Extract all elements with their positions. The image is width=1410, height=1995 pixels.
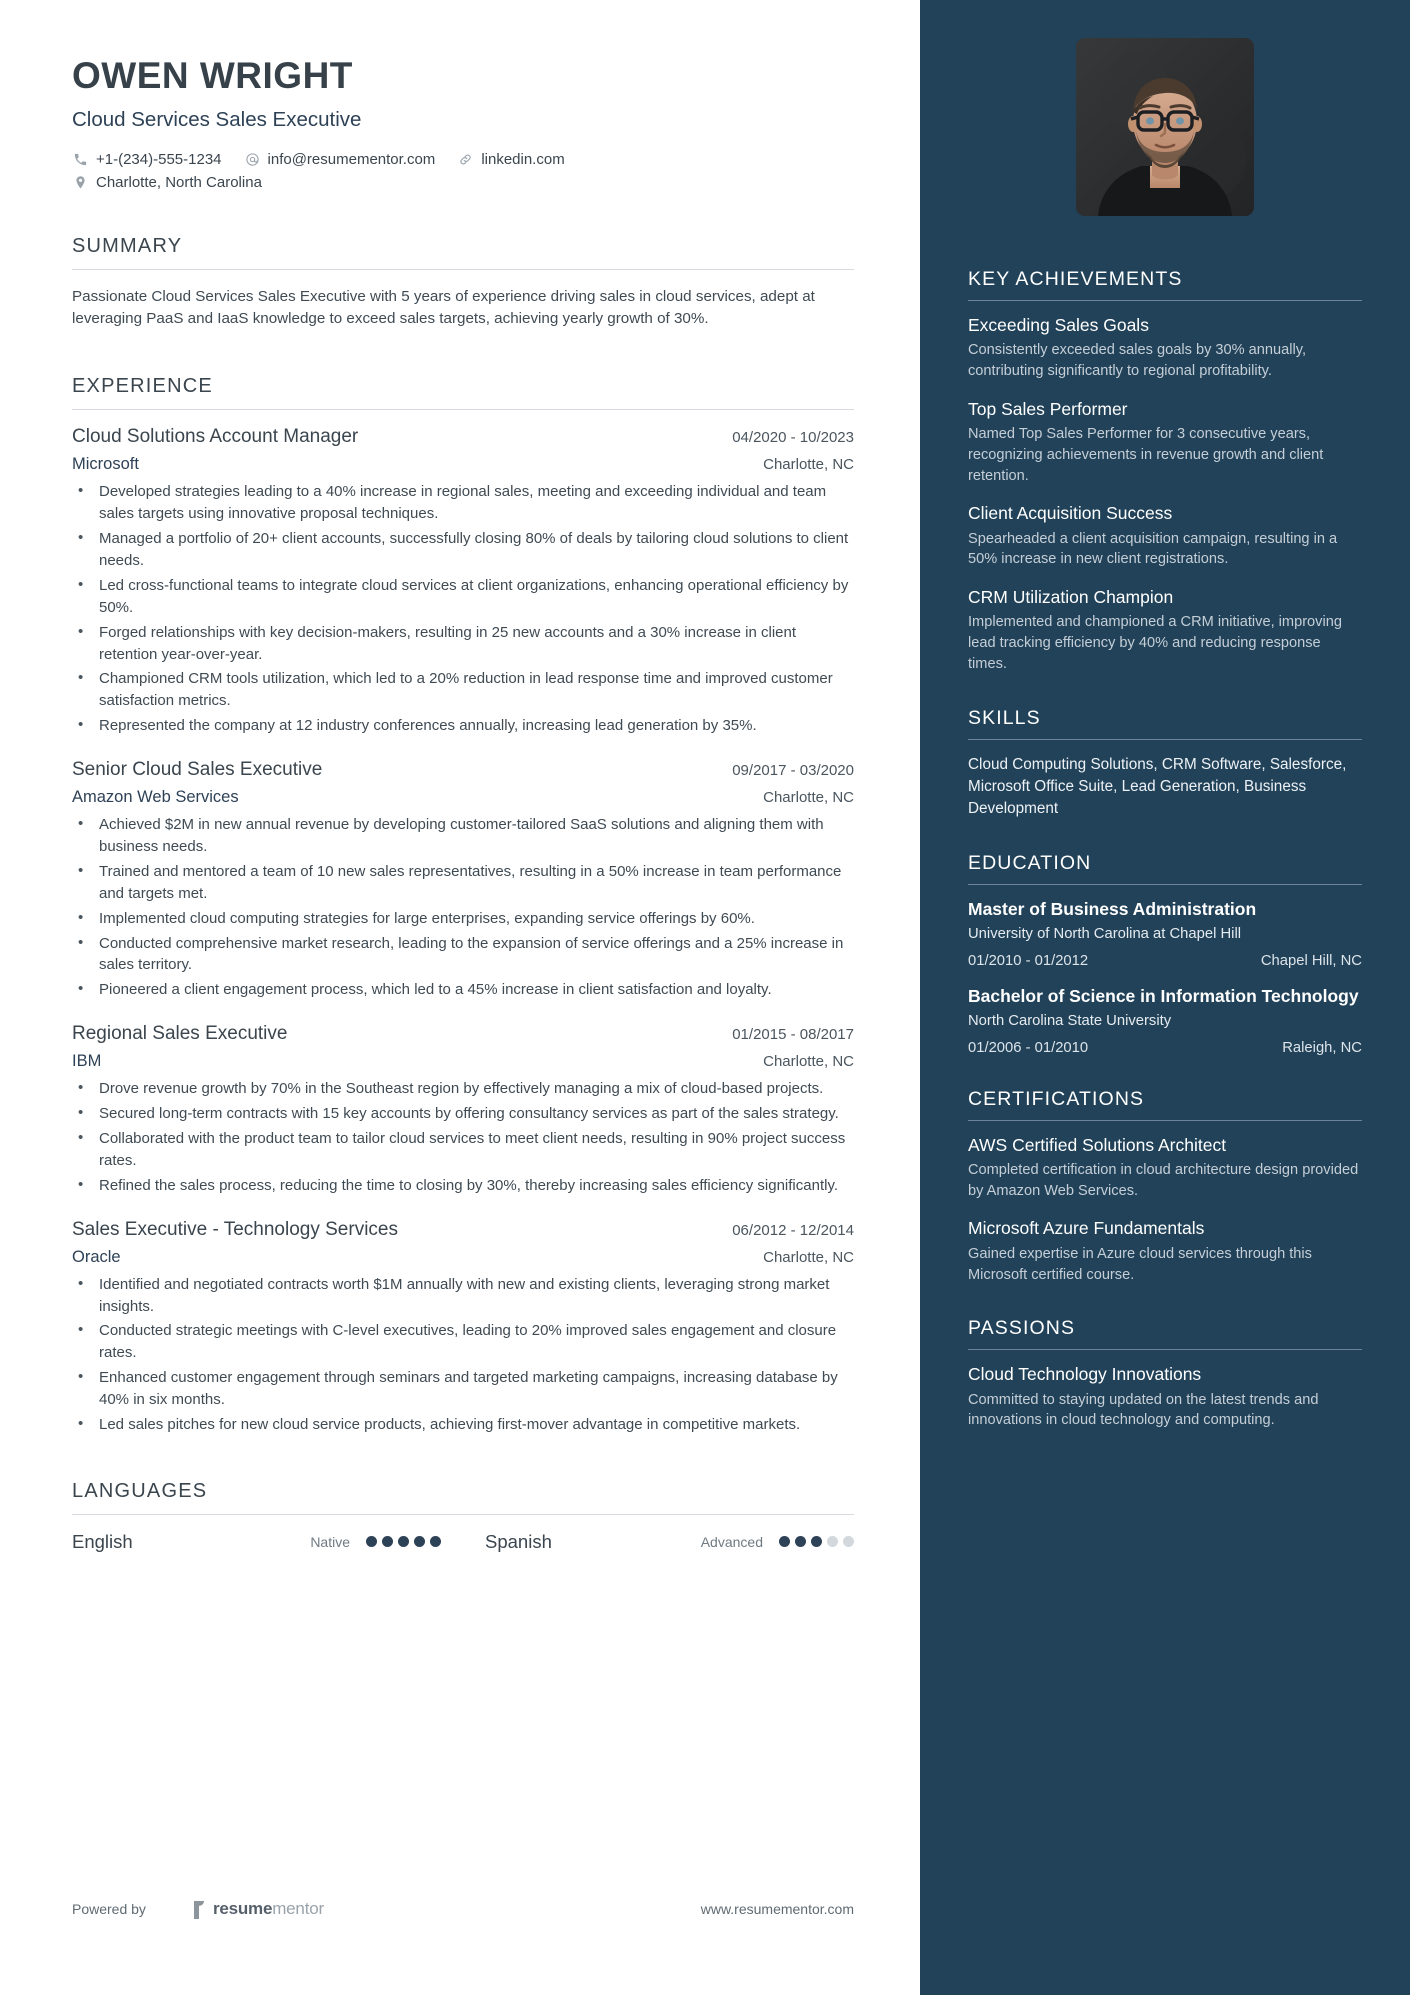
- photo-wrap: [968, 38, 1362, 216]
- sidebar-item-title: Exceeding Sales Goals: [968, 315, 1149, 335]
- job-dates: 01/2015 - 08/2017: [732, 1026, 854, 1044]
- contact-location: [72, 174, 262, 191]
- candidate-headline: Cloud Services Sales Executive: [72, 107, 362, 131]
- sidebar-item-text: Gained expertise in Azure cloud services through this Microsoft certified course.: [968, 1245, 1312, 1283]
- experience-bullet: • Achieved $2M in new annual revenue by developing customer-tailored SaaS solutions and aligning them with business needs.: [72, 814, 854, 858]
- experience-list: [72, 426, 854, 1436]
- passions-title: PASSIONS: [968, 1317, 1362, 1350]
- linkedin-text: linkedin.com: [481, 150, 565, 168]
- passions-list: [968, 1364, 1362, 1431]
- achievement-item: [968, 587, 1362, 675]
- experience-item-subheader: [72, 788, 854, 807]
- job-dates: 04/2020 - 10/2023: [732, 429, 854, 447]
- experience-item-subheader: [72, 1248, 854, 1267]
- job-dates: 06/2012 - 12/2014: [732, 1221, 854, 1239]
- experience-bullet: • Conducted strategic meetings with C-level executives, leading to 20% improved sales engagement and closure rates.: [72, 1320, 854, 1364]
- experience-item: [72, 1219, 854, 1436]
- experience-bullet: • Collaborated with the product team to tailor cloud services to meet client needs, resulting in 90% project success rates.: [72, 1128, 854, 1172]
- contact-block: [72, 151, 854, 191]
- languages-section: [72, 1480, 854, 1553]
- experience-bullet: • Secured long-term contracts with 15 key accounts by offering consultancy services as part of the sales strategy.: [72, 1103, 854, 1125]
- contact-phone[interactable]: [72, 151, 222, 168]
- experience-item-header: [72, 1023, 854, 1045]
- phone-text: +1-(234)-555-1234: [96, 150, 222, 168]
- education-school: North Carolina State University: [968, 1013, 1172, 1029]
- sidebar-item-text: Completed certification in cloud architecture design provided by Amazon Web Services.: [968, 1162, 1359, 1199]
- education-item: [968, 899, 1362, 969]
- sidebar-item-text: Named Top Sales Performer for 3 consecutive years, recognizing achievements in revenue growth and client retention.: [968, 426, 1324, 484]
- link-icon: [457, 151, 474, 168]
- avatar-portrait-icon: [1076, 38, 1254, 216]
- experience-bullet: • Refined the sales process, reducing the time to closing by 30%, thereby increasing sales efficiency significantly.: [72, 1175, 854, 1197]
- experience-bullet: • Championed CRM tools utilization, which led to a 20% reduction in lead response time and improved customer satisfaction metrics.: [72, 668, 854, 712]
- education-degree: Bachelor of Science in Information Technology: [968, 985, 1359, 1006]
- job-bullet-list: [72, 481, 854, 737]
- experience-item-header: [72, 759, 854, 781]
- education-meta: [968, 953, 1362, 969]
- sidebar-item-title: CRM Utilization Champion: [968, 587, 1174, 608]
- education-item: [968, 986, 1362, 1056]
- sidebar-item-title: Top Sales Performer: [968, 398, 1128, 419]
- job-location: Charlotte, NC: [763, 789, 854, 807]
- language-level-dot: [779, 1536, 790, 1547]
- education-title: EDUCATION: [968, 852, 1362, 885]
- education-location: Raleigh, NC: [1282, 1039, 1362, 1056]
- experience-bullet: • Implemented cloud computing strategies for large enterprises, expanding service offerings by 60%.: [72, 908, 854, 930]
- language-level-dot: [398, 1536, 409, 1547]
- language-level-dot: [382, 1536, 393, 1547]
- experience-bullet: • Enhanced customer engagement through seminars and targeted marketing campaigns, increasing database by 40% in six months.: [72, 1367, 854, 1411]
- experience-section: [72, 375, 854, 1436]
- language-item: [441, 1531, 854, 1553]
- experience-item: [72, 426, 854, 737]
- language-name: Spanish: [485, 1530, 552, 1552]
- language-level-dot: [811, 1536, 822, 1547]
- job-company: Amazon Web Services: [72, 788, 239, 807]
- passions-section: [968, 1317, 1362, 1431]
- resumementor-logo[interactable]: [192, 1899, 324, 1919]
- experience-bullet: • Pioneered a client engagement process, which led to a 45% increase in client satisfaction and loyalty.: [72, 979, 854, 1001]
- job-location: Charlotte, NC: [763, 1053, 854, 1071]
- avatar: [1076, 38, 1254, 216]
- education-meta: [968, 1040, 1362, 1056]
- powered-by-label: Powered by: [72, 1901, 146, 1917]
- location-text: Charlotte, North Carolina: [96, 173, 262, 191]
- language-level-label: Advanced: [700, 1533, 763, 1550]
- language-level-dot: [795, 1536, 806, 1547]
- key-achievements-section: [968, 268, 1362, 675]
- contact-line-2: [72, 174, 854, 191]
- job-location: Charlotte, NC: [763, 1248, 854, 1266]
- certifications-section: [968, 1088, 1362, 1286]
- experience-bullet: • Developed strategies leading to a 40% increase in regional sales, meeting and exceeding individual and team sales targets using innovative proposal techniques.: [72, 481, 854, 525]
- language-level-dots: [366, 1536, 441, 1547]
- sidebar-item-text: Implemented and championed a CRM initiative, improving lead tracking efficiency by 40% and reducing response times.: [968, 614, 1342, 672]
- languages-section-title: LANGUAGES: [72, 1480, 854, 1515]
- job-location: Charlotte, NC: [763, 456, 854, 474]
- sidebar-item-title: Microsoft Azure Fundamentals: [968, 1218, 1205, 1239]
- sidebar-item-text: Spearheaded a client acquisition campaign, resulting in a 50% increase in new client registrations.: [968, 530, 1338, 568]
- sidebar-item-title: AWS Certified Solutions Architect: [968, 1134, 1227, 1155]
- experience-item: [72, 1023, 854, 1196]
- job-bullet-list: [72, 814, 854, 1001]
- language-level-dot: [430, 1536, 441, 1547]
- language-level-dots: [779, 1536, 854, 1547]
- job-dates: 09/2017 - 03/2020: [732, 762, 854, 780]
- job-title: Regional Sales Executive: [72, 1023, 288, 1045]
- experience-bullet: • Managed a portfolio of 20+ client accounts, successfully closing 80% of deals by tailoring cloud solutions to client needs.: [72, 528, 854, 572]
- education-school: University of North Carolina at Chapel Hill: [968, 925, 1242, 942]
- experience-item-subheader: [72, 1052, 854, 1071]
- language-level-dot: [843, 1536, 854, 1547]
- sidebar-item-title: Cloud Technology Innovations: [968, 1364, 1202, 1385]
- phone-icon: [72, 151, 89, 168]
- experience-bullet: • Represented the company at 12 industry conferences annually, increasing lead generation by 35%.: [72, 715, 854, 737]
- language-name: English: [72, 1530, 133, 1552]
- candidate-name: OWEN WRIGHT: [72, 55, 353, 96]
- education-location: Chapel Hill, NC: [1260, 952, 1362, 969]
- experience-item: [72, 759, 854, 1001]
- language-level-dot: [827, 1536, 838, 1547]
- sidebar-item-text: Consistently exceeded sales goals by 30% annually, contributing significantly to regional profitability.: [968, 342, 1307, 380]
- certification-item: [968, 1218, 1362, 1285]
- resumementor-mark-icon: [192, 1900, 209, 1919]
- experience-bullet: • Led cross-functional teams to integrate cloud services at client organizations, enhancing operational efficiency by 50%.: [72, 575, 854, 619]
- summary-text: Passionate Cloud Services Sales Executive with 5 years of experience driving sales in cloud services, adept at leveraging PaaS and IaaS knowledge to exceed sales targets, achieving yearly growth of 30%.: [72, 287, 815, 328]
- skills-text: Cloud Computing Solutions, CRM Software, Salesforce, Microsoft Office Suite, Lead Generation, Business Development: [968, 755, 1347, 817]
- key-achievements-list: [968, 315, 1362, 675]
- certifications-list: [968, 1135, 1362, 1286]
- education-section: [968, 852, 1362, 1056]
- experience-bullet: • Led sales pitches for new cloud service products, achieving first-mover advantage in competitive markets.: [72, 1414, 854, 1436]
- language-item: [72, 1531, 441, 1553]
- achievement-item: [968, 315, 1362, 382]
- education-dates: 01/2006 - 01/2010: [968, 1039, 1089, 1056]
- job-title: Senior Cloud Sales Executive: [72, 759, 323, 781]
- education-degree: Master of Business Administration: [968, 898, 1257, 919]
- experience-bullet: • Conducted comprehensive market research, leading to the expansion of service offerings and a 25% increase in sales territory.: [72, 933, 854, 977]
- experience-item-subheader: [72, 455, 854, 474]
- experience-item-header: [72, 426, 854, 448]
- achievement-item: [968, 503, 1362, 570]
- language-level-dot: [414, 1536, 425, 1547]
- language-level-label: Native: [310, 1533, 350, 1550]
- summary-section: [72, 235, 854, 332]
- powered-by-block: [72, 1899, 324, 1919]
- language-level-dot: [366, 1536, 377, 1547]
- header-block: [72, 56, 854, 191]
- job-title: Cloud Solutions Account Manager: [72, 426, 359, 448]
- education-list: [968, 899, 1362, 1056]
- contact-line-1: [72, 151, 854, 168]
- at-email-icon: [244, 151, 261, 168]
- achievement-item: [968, 399, 1362, 487]
- job-company: IBM: [72, 1052, 102, 1071]
- contact-email[interactable]: [244, 151, 436, 168]
- job-bullet-list: [72, 1274, 854, 1436]
- experience-item-header: [72, 1219, 854, 1241]
- email-text: info@resumementor.com: [267, 150, 436, 168]
- passion-item: [968, 1364, 1362, 1431]
- footer: [72, 1899, 854, 1919]
- job-company: Oracle: [72, 1247, 121, 1266]
- summary-section-title: SUMMARY: [72, 235, 854, 270]
- experience-bullet: • Forged relationships with key decision-makers, resulting in 25 new accounts and a 30% increase in client retention year-over-year.: [72, 622, 854, 666]
- sidebar: [920, 0, 1410, 1995]
- skills-title: SKILLS: [968, 707, 1362, 740]
- experience-bullet: • Identified and negotiated contracts worth $1M annually with new and existing clients, leveraging strong market insights.: [72, 1274, 854, 1318]
- experience-bullet: • Trained and mentored a team of 10 new sales representatives, resulting in a 50% increase in team performance and targets met.: [72, 861, 854, 905]
- footer-website[interactable]: www.resumementor.com: [700, 1901, 854, 1917]
- certifications-title: CERTIFICATIONS: [968, 1088, 1362, 1121]
- map-pin-icon: [72, 174, 89, 191]
- brand-light-text: mentor: [272, 1899, 324, 1918]
- job-bullet-list: [72, 1078, 854, 1196]
- languages-list: [72, 1531, 854, 1553]
- job-title: Sales Executive - Technology Services: [72, 1218, 398, 1240]
- job-company: Microsoft: [72, 455, 139, 474]
- contact-linkedin[interactable]: [457, 151, 564, 168]
- brand-bold-text: resume: [212, 1899, 273, 1918]
- sidebar-item-title: Client Acquisition Success: [968, 503, 1173, 524]
- experience-bullet: • Drove revenue growth by 70% in the Southeast region by effectively managing a mix of cloud-based projects.: [72, 1078, 854, 1100]
- experience-section-title: EXPERIENCE: [72, 375, 854, 410]
- certification-item: [968, 1135, 1362, 1202]
- key-achievements-title: KEY ACHIEVEMENTS: [968, 268, 1362, 301]
- education-dates: 01/2010 - 01/2012: [968, 952, 1089, 969]
- skills-section: [968, 707, 1362, 820]
- sidebar-item-text: Committed to staying updated on the latest trends and innovations in cloud technology and computing.: [968, 1391, 1319, 1429]
